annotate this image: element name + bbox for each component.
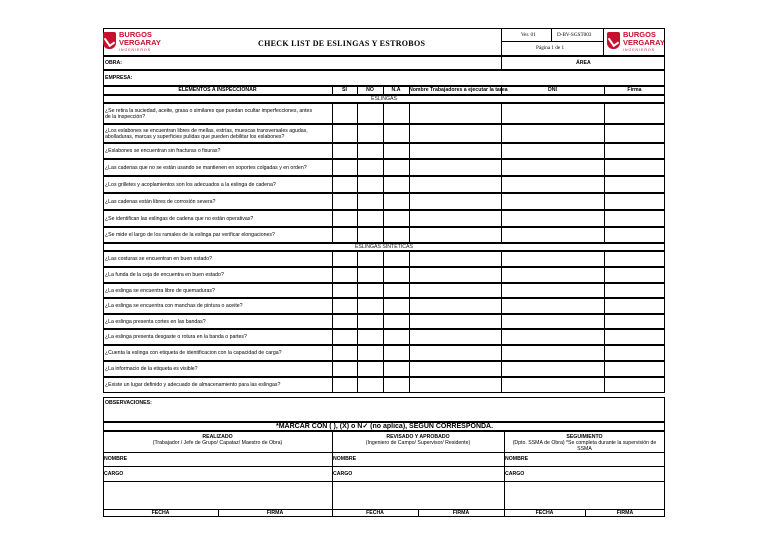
signature-subtitle: (Ingeniero de Campo/ Supervisor/ Residente): [365, 440, 471, 446]
checklist-question: ¿Se retira la suciedad, aceite, grasa o similares que puedan ocultar imperfecciones, antes: [105, 107, 313, 114]
company-logo-right: [607, 29, 667, 55]
column-divider: [409, 361, 410, 377]
column-divider: [604, 176, 605, 193]
column-divider: [501, 86, 502, 95]
col-si: SI: [342, 87, 347, 93]
column-divider: [501, 314, 502, 329]
signature-field[interactable]: [104, 482, 331, 508]
column-divider: [409, 103, 410, 124]
logo-text-line1: BURGOS: [119, 30, 152, 39]
empresa-row: [103, 70, 665, 86]
checkbox-na[interactable]: [384, 211, 409, 226]
checkbox-si[interactable]: [333, 362, 357, 376]
fecha-label: FECHA: [366, 510, 384, 516]
column-divider: [409, 314, 410, 329]
checkbox-no[interactable]: [358, 346, 383, 360]
signature-subtitle: (Trabajador / Jefe de Grupo/ Capataz/ Maestro de Obra): [152, 440, 283, 446]
column-divider: [409, 143, 410, 159]
checkbox-no[interactable]: [358, 104, 383, 123]
page-number: Página 1 de 1: [536, 45, 565, 51]
checklist-question: ¿La informacio de la etiqueta es visible?: [105, 366, 198, 372]
checkbox-na[interactable]: [384, 268, 409, 282]
checkbox-si[interactable]: [333, 268, 357, 282]
empresa-label: EMPRESA:: [105, 75, 133, 81]
checklist-question: ¿Existe un lugar definido y adecuado de almacenamiento para las eslingas?: [105, 382, 281, 388]
checkbox-no[interactable]: [358, 211, 383, 226]
column-divider: [501, 210, 502, 227]
checkbox-na[interactable]: [384, 160, 409, 175]
checklist-question: ¿La eslinga se encuentra con manchas de pintura o aceite?: [105, 303, 243, 309]
checklist-question: ¿Los eslabones se encuentran libres de mellas, estrías, muescas transversales agudas,: [105, 127, 308, 134]
area-divider: [501, 56, 502, 70]
cargo-label: CARGO: [505, 471, 525, 477]
checklist-question: ¿Las cadenas están libres de corrosión severa?: [105, 198, 216, 205]
checkbox-no[interactable]: [358, 284, 383, 297]
checklist-question: ¿Se identifican las eslingas de cadena que no están operativas?: [105, 215, 254, 222]
column-divider: [604, 361, 605, 377]
column-divider: [604, 314, 605, 329]
checklist-question: ¿Cuenta la eslinga con etiqueta de identificacion con la capacidad de carga?: [105, 350, 282, 356]
column-divider: [409, 227, 410, 243]
shield-icon: [607, 32, 620, 49]
firma-label: FIRMA: [616, 510, 634, 516]
signature-row-line: [103, 452, 665, 453]
checkbox-na[interactable]: [384, 104, 409, 123]
checkbox-no[interactable]: [358, 268, 383, 282]
checkbox-si[interactable]: [333, 252, 357, 266]
checkbox-si[interactable]: [333, 315, 357, 328]
column-divider: [501, 103, 502, 124]
section-title: ESLINGAS: [371, 96, 397, 102]
cargo-label: CARGO: [333, 471, 353, 477]
signature-row-line: [103, 466, 665, 467]
checklist-question: ¿La eslinga presenta cortes en las bandas?: [105, 318, 206, 325]
instruction-start: *MARCAR CON ( ), (X) o N: [276, 423, 363, 430]
signature-field[interactable]: [505, 482, 664, 508]
check-icon: ✓: [362, 423, 369, 430]
checkbox-no[interactable]: [358, 315, 383, 328]
column-divider: [409, 283, 410, 298]
column-divider: [604, 86, 605, 95]
checklist-question: ¿Se mide el largo de los ramales de la eslinga par verificar elongaciones?: [105, 232, 275, 238]
shield-icon: [103, 32, 116, 49]
observations-box: [103, 397, 665, 422]
col-na: N.A: [391, 87, 401, 93]
column-divider: [604, 159, 605, 176]
cargo-label: CARGO: [104, 471, 124, 477]
checkbox-na[interactable]: [384, 125, 409, 142]
nombre-label: NOMBRE: [104, 456, 128, 462]
checkbox-no[interactable]: [358, 194, 383, 209]
column-divider: [501, 298, 502, 314]
checkbox-no[interactable]: [358, 330, 383, 344]
checkbox-na[interactable]: [384, 378, 409, 392]
column-divider: [604, 283, 605, 298]
logo-text-line2: VERGARAY: [623, 38, 665, 47]
column-divider: [501, 124, 502, 143]
checkbox-na[interactable]: [384, 177, 409, 192]
col-no: NO: [366, 87, 374, 93]
column-divider: [409, 210, 410, 227]
column-divider: [409, 86, 410, 95]
checkbox-no[interactable]: [358, 228, 383, 242]
checkbox-na[interactable]: [384, 252, 409, 266]
logo-text-line3: INGENIEROS: [119, 48, 151, 52]
column-divider: [409, 329, 410, 345]
instruction-end: (no aplica), SEGÚN CORRESPONDA.: [368, 423, 494, 430]
checkbox-na[interactable]: [384, 315, 409, 328]
checkbox-no[interactable]: [358, 125, 383, 142]
column-divider: [501, 193, 502, 210]
obra-label: OBRA:: [105, 60, 123, 66]
signature-title: REALIZADO: [202, 434, 233, 440]
column-divider: [409, 267, 410, 283]
column-divider: [604, 143, 605, 159]
signature-field[interactable]: [333, 482, 503, 508]
column-divider: [501, 159, 502, 176]
checkbox-no[interactable]: [358, 362, 383, 376]
col-elements: ELEMENTOS A INSPECCIONAR: [178, 87, 257, 93]
checkbox-si[interactable]: [333, 284, 357, 297]
column-divider: [604, 329, 605, 345]
checklist-question: ¿Eslabones se encuentran sin fracturas o fisuras?: [105, 148, 221, 154]
checkbox-si[interactable]: [333, 211, 357, 226]
column-divider: [501, 176, 502, 193]
column-divider: [604, 345, 605, 361]
column-divider: [409, 345, 410, 361]
instruction-text: [276, 423, 493, 430]
checkbox-na[interactable]: [384, 228, 409, 242]
checklist-question: ¿La funda de la ceja de encuentra en buen estado?: [105, 272, 224, 278]
fecha-label: FECHA: [535, 510, 554, 516]
column-divider: [501, 227, 502, 243]
column-divider: [409, 159, 410, 176]
section-title: ESLINGAS SINTETICAS: [355, 244, 413, 250]
column-divider: [604, 124, 605, 143]
checkbox-na[interactable]: [384, 144, 409, 158]
column-divider: [604, 103, 605, 124]
checkbox-si[interactable]: [333, 194, 357, 209]
observations-label: OBSERVACIONES:: [105, 400, 152, 406]
checkbox-si[interactable]: [333, 378, 357, 392]
checkbox-si[interactable]: [333, 330, 357, 344]
checkbox-no[interactable]: [358, 177, 383, 192]
column-divider: [501, 377, 502, 393]
header-meta-vdivider: [551, 28, 552, 42]
checklist-question: ¿Las costuras se encuentran en buen estado?: [105, 256, 212, 262]
column-divider: [604, 267, 605, 283]
column-divider: [501, 143, 502, 159]
column-divider: [409, 124, 410, 143]
fecha-label: FECHA: [151, 510, 170, 516]
col-workers: Nombre Trabajadores a ejecutar la tarea: [409, 87, 508, 93]
checkbox-si[interactable]: [333, 160, 357, 175]
signature-title: REVISADO Y APROBADO: [386, 434, 450, 440]
document-code: D-BV-SGST003: [557, 32, 592, 38]
checkbox-si[interactable]: [333, 125, 357, 142]
column-divider: [409, 176, 410, 193]
nombre-label: NOMBRE: [333, 456, 357, 462]
column-divider: [409, 377, 410, 393]
column-divider: [501, 283, 502, 298]
column-divider: [383, 86, 384, 95]
checklist-question: abolladuras, marcas y superficies pulidas que pueden debilitar los eslabones?: [105, 133, 285, 140]
checkbox-na[interactable]: [384, 284, 409, 297]
column-divider: [501, 329, 502, 345]
column-divider: [357, 86, 358, 95]
column-divider: [604, 210, 605, 227]
logo-text-line2: VERGARAY: [119, 38, 161, 47]
checkbox-si[interactable]: [333, 144, 357, 158]
checklist-question: ¿Las cadenas que no se están usando se mantienen en soportes colgadas y en orden?: [105, 164, 307, 171]
logo-text-line1: BURGOS: [623, 30, 656, 39]
column-divider: [501, 361, 502, 377]
checklist-question: ¿La eslinga presenta desgaste o rotura en la banda o partes?: [105, 334, 247, 340]
column-divider: [501, 251, 502, 267]
checkbox-si[interactable]: [333, 177, 357, 192]
col-firma: Firma: [627, 87, 642, 93]
column-divider: [409, 193, 410, 210]
column-divider: [604, 193, 605, 210]
company-logo-left: [103, 29, 163, 55]
col-dni: DNI: [548, 87, 557, 93]
checkbox-si[interactable]: [333, 104, 357, 123]
column-divider: [604, 227, 605, 243]
checkbox-na[interactable]: [384, 194, 409, 209]
logo-text-line3: INGENIEROS: [623, 48, 655, 52]
checkbox-no[interactable]: [358, 378, 383, 392]
signature-subtitle: (Dpto. SSMA de Obra) *Se completa durante la supervisión de SSMA: [512, 440, 657, 452]
checkbox-no[interactable]: [358, 144, 383, 158]
checklist-question: ¿Los grilletes y acoplamientos son los adecuados a la eslinga de cadena?: [105, 181, 276, 188]
checkbox-na[interactable]: [384, 330, 409, 344]
column-divider: [332, 86, 333, 95]
checkbox-na[interactable]: [384, 299, 409, 313]
column-divider: [409, 251, 410, 267]
checklist-question: ¿La eslinga se encuentra libre de quemaduras?: [105, 287, 215, 294]
page-title: CHECK LIST DE ESLINGAS Y ESTROBOS: [258, 39, 426, 48]
column-divider: [604, 298, 605, 314]
column-divider: [604, 251, 605, 267]
checkbox-no[interactable]: [358, 252, 383, 266]
checkbox-si[interactable]: [333, 228, 357, 242]
column-divider: [501, 345, 502, 361]
signature-title: SEGUIMIENTO: [566, 434, 603, 440]
checkbox-si[interactable]: [333, 299, 357, 313]
column-divider: [604, 377, 605, 393]
checkbox-na[interactable]: [384, 362, 409, 376]
checkbox-no[interactable]: [358, 299, 383, 313]
checkbox-si[interactable]: [333, 346, 357, 360]
area-label: ÁREA: [576, 60, 591, 66]
column-divider: [409, 298, 410, 314]
version-label: Ver. 01: [521, 32, 536, 38]
checklist-question: de la inspección?: [105, 113, 146, 120]
firma-label: FIRMA: [452, 510, 470, 516]
column-divider: [501, 267, 502, 283]
checkbox-no[interactable]: [358, 160, 383, 175]
nombre-label: NOMBRE: [505, 456, 529, 462]
checkbox-na[interactable]: [384, 346, 409, 360]
firma-label: FIRMA: [266, 510, 284, 516]
